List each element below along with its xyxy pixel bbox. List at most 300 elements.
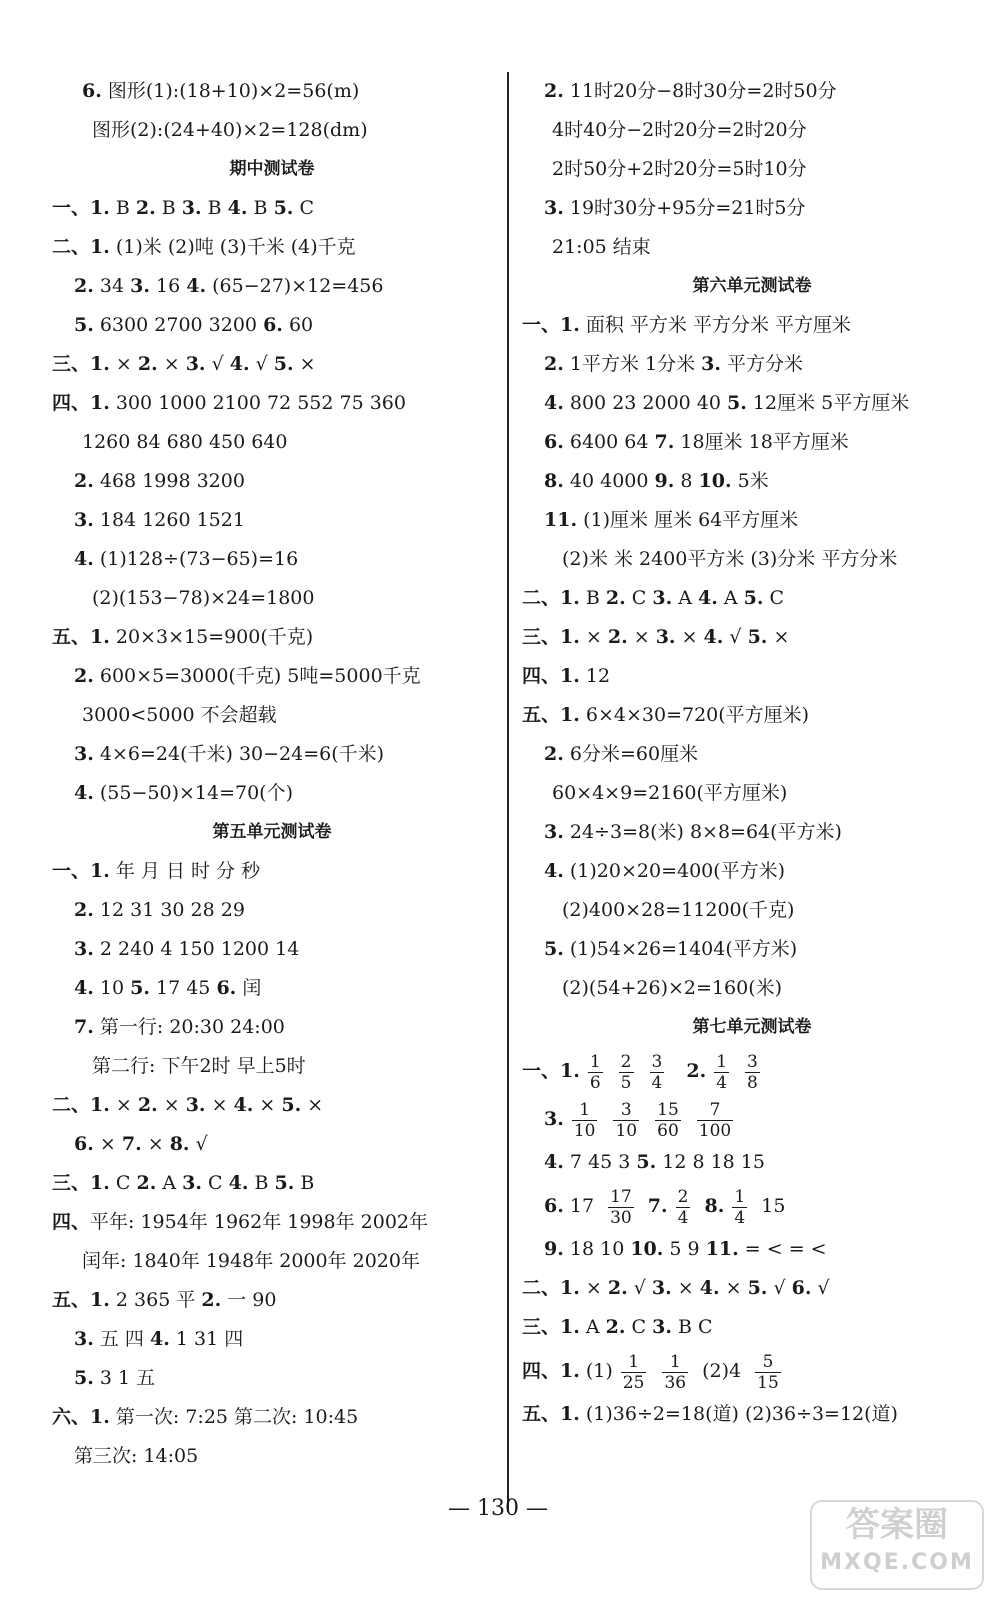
fraction xyxy=(676,1187,691,1228)
question-number: 3. xyxy=(74,743,94,765)
question-number: 4. xyxy=(698,587,718,609)
q5-label: 5. xyxy=(636,1151,657,1173)
question-number: 2. xyxy=(136,1172,157,1194)
question-number: 3. xyxy=(652,587,673,609)
q8-label: 8. xyxy=(704,1195,725,1217)
numerator: 1 xyxy=(572,1100,598,1121)
answer-line xyxy=(52,774,492,813)
answer-text: 第七单元测试卷 xyxy=(692,1017,812,1037)
unit7-choice-line xyxy=(522,1308,982,1347)
question-number: 4. xyxy=(227,197,248,219)
question-number: 五、1. xyxy=(522,704,580,726)
denominator: 5 xyxy=(620,1072,632,1093)
answer-line xyxy=(52,1008,492,1047)
answer-line xyxy=(52,1242,492,1281)
answer-text: 8 xyxy=(674,470,699,492)
answer-text: 300 1000 2100 72 552 75 360 xyxy=(109,392,406,414)
answer-text: B xyxy=(294,1172,315,1194)
numerator: 17 xyxy=(610,1186,632,1207)
s4-label: 四、1. xyxy=(522,1360,580,1382)
answer-line xyxy=(52,267,492,306)
answer-text: (1)128÷(73−65)=16 xyxy=(93,548,299,570)
answer-text: 1平方米 1分米 xyxy=(563,353,702,375)
q2-label: 2. xyxy=(686,1060,707,1082)
answer-text: × xyxy=(671,1277,700,1299)
question-number: 2. xyxy=(544,743,564,765)
answer-text: B xyxy=(248,1172,275,1194)
answer-text: (2)(54+26)×2=160(米) xyxy=(562,977,783,999)
answer-text: 12 31 30 28 29 xyxy=(93,899,245,921)
question-number: 四、1. xyxy=(522,665,580,687)
question-number: 5. xyxy=(74,1367,94,1389)
question-number: 五、1. xyxy=(52,626,110,648)
answer-text: 第一行: 20:30 24:00 xyxy=(93,1016,285,1038)
answer-text: C xyxy=(763,587,785,609)
question-number: 9. xyxy=(654,470,675,492)
answer-text: 4时40分−2时20分=2时20分 xyxy=(552,119,807,141)
q5-text: 12 8 18 15 xyxy=(656,1151,765,1173)
answer-text: C xyxy=(201,1172,229,1194)
tf-label: 二、1. xyxy=(522,1277,580,1299)
denominator: 10 xyxy=(573,1120,596,1141)
watermark-line1: 答案圈 xyxy=(846,1505,948,1545)
watermark-line2: MXQE.COM xyxy=(820,1550,974,1575)
answer-line xyxy=(52,423,492,462)
q11-text: = < = < xyxy=(738,1238,827,1260)
answer-text: (1)米 (2)吨 (3)千米 (4)千克 xyxy=(109,236,356,258)
unit7-q3-line xyxy=(522,1095,982,1143)
s5-text: (1)36÷2=18(道) (2)36÷3=12(道) xyxy=(579,1403,898,1425)
question-number: 4. xyxy=(186,275,207,297)
question-number: 3. xyxy=(701,353,721,375)
question-number: 5. xyxy=(747,626,768,648)
answer-line xyxy=(52,852,492,891)
unit7-s5-line xyxy=(522,1395,982,1434)
answer-text: 468 1998 3200 xyxy=(93,470,245,492)
question-number: 2. xyxy=(74,275,94,297)
answer-line xyxy=(522,111,982,150)
answer-text: × xyxy=(767,626,790,648)
numerator: 1 xyxy=(589,1051,601,1072)
answer-text: 600×5=3000(千克) 5吨=5000千克 xyxy=(93,665,421,687)
answer-line xyxy=(52,384,492,423)
question-number: 5. xyxy=(274,1172,295,1194)
answer-text: √ xyxy=(811,1277,830,1299)
denominator: 4 xyxy=(716,1072,728,1093)
answer-text: 800 23 2000 40 xyxy=(563,392,728,414)
right-column-lines xyxy=(522,72,982,1047)
answer-text: × xyxy=(93,1133,122,1155)
question-number: 五、1. xyxy=(52,1289,110,1311)
answer-text: A xyxy=(579,1316,606,1338)
answer-text: 第一次: 7:25 第二次: 10:45 xyxy=(109,1406,359,1428)
answer-text: 1260 84 680 450 640 xyxy=(82,431,288,453)
q7-fraction xyxy=(668,1186,699,1228)
question-number: 2. xyxy=(74,470,94,492)
question-number: 二、1. xyxy=(52,236,110,258)
question-number: 4. xyxy=(229,353,250,375)
answer-text: 第六单元测试卷 xyxy=(692,276,812,296)
numerator: 2 xyxy=(620,1051,632,1072)
question-number: 4. xyxy=(703,626,724,648)
answer-text: (2)(153−78)×24=1800 xyxy=(92,587,315,609)
answer-text: 12厘米 5平方厘米 xyxy=(746,392,910,414)
q1-fractions xyxy=(580,1051,672,1093)
question-number: 5. xyxy=(273,197,294,219)
answer-text: √ xyxy=(205,353,230,375)
answer-text: 17 45 xyxy=(149,977,217,999)
answer-line xyxy=(52,111,492,150)
question-number: 6. xyxy=(74,1133,94,1155)
answer-text: (1)54×26=1404(平方米) xyxy=(563,938,798,960)
question-number: 6. xyxy=(791,1277,812,1299)
question-number: 3. xyxy=(544,197,564,219)
answer-text: × xyxy=(141,1133,170,1155)
answer-text: C xyxy=(625,1316,653,1338)
page-number: — 130 — xyxy=(448,1496,548,1521)
answer-text: × xyxy=(579,626,608,648)
answer-text: 图形(2):(24+40)×2=128(dm) xyxy=(92,119,368,141)
answer-text: 平方分米 xyxy=(720,353,804,375)
question-number: 4. xyxy=(74,977,94,999)
answer-line xyxy=(52,1125,492,1164)
answer-text: C xyxy=(625,587,653,609)
q10-label: 10. xyxy=(630,1238,664,1260)
answer-text: × xyxy=(675,626,704,648)
question-number: 三、1. xyxy=(522,626,580,648)
answer-line xyxy=(52,1437,492,1476)
denominator: 60 xyxy=(657,1120,679,1141)
question-number: 3. xyxy=(185,1094,206,1116)
fraction xyxy=(588,1052,603,1093)
question-number: 6. xyxy=(82,80,102,102)
numerator: 7 xyxy=(697,1100,733,1121)
answer-text: 40 4000 xyxy=(563,470,655,492)
fraction xyxy=(755,1352,781,1393)
answer-text: 年 月 日 时 分 秒 xyxy=(109,860,261,882)
answer-text: × xyxy=(579,1277,608,1299)
section-heading xyxy=(52,813,492,852)
answer-text: 18厘米 18平方厘米 xyxy=(674,431,849,453)
answer-text: 5米 xyxy=(731,470,769,492)
q8-tail: 15 xyxy=(755,1195,786,1217)
answer-text: (2)400×28=11200(千克) xyxy=(562,899,795,921)
answer-text: 1 31 四 xyxy=(169,1328,244,1350)
answer-line xyxy=(522,774,982,813)
answer-text: C xyxy=(109,1172,137,1194)
q9-text: 18 10 xyxy=(563,1238,631,1260)
q10-text: 5 9 xyxy=(663,1238,706,1260)
answer-line xyxy=(52,696,492,735)
question-number: 4. xyxy=(228,1172,249,1194)
fraction xyxy=(714,1052,729,1093)
numerator: 1 xyxy=(716,1051,728,1072)
answer-text: × xyxy=(719,1277,748,1299)
question-number: 3. xyxy=(74,1328,94,1350)
watermark-logo xyxy=(810,1500,984,1590)
answer-line xyxy=(522,384,982,423)
denominator: 6 xyxy=(589,1072,601,1093)
s5-label: 五、1. xyxy=(522,1403,580,1425)
denominator: 100 xyxy=(698,1120,732,1141)
answer-line xyxy=(522,696,982,735)
question-number: 2. xyxy=(544,80,564,102)
answer-text: 2时50分+2时20分=5时10分 xyxy=(552,158,807,180)
unit7-s4-line xyxy=(522,1347,982,1395)
answer-line xyxy=(52,657,492,696)
numerator: 2 xyxy=(677,1186,689,1207)
q3-label: 3. xyxy=(544,1108,564,1130)
answer-text: 6400 64 xyxy=(563,431,655,453)
answer-line xyxy=(522,189,982,228)
right-column xyxy=(522,72,982,1434)
answer-text: 闰年: 1840年 1948年 2000年 2020年 xyxy=(82,1250,420,1272)
answer-text: 11时20分−8时30分=2时50分 xyxy=(563,80,837,102)
answer-text: × xyxy=(157,353,186,375)
question-number: 4. xyxy=(699,1277,720,1299)
answer-line xyxy=(52,891,492,930)
answer-text: (1)20×20=400(平方米) xyxy=(563,860,786,882)
answer-text: 184 1260 1521 xyxy=(93,509,245,531)
fraction xyxy=(650,1052,665,1093)
question-number: 5. xyxy=(743,587,764,609)
section-heading xyxy=(52,150,492,189)
answer-line xyxy=(522,150,982,189)
answer-text: √ xyxy=(249,353,274,375)
answer-line xyxy=(52,1398,492,1437)
numerator: 3 xyxy=(747,1051,758,1072)
answer-text: 4×6=24(千米) 30−24=6(千米) xyxy=(93,743,385,765)
question-number: 2. xyxy=(607,1277,628,1299)
answer-line xyxy=(52,735,492,774)
answer-text: (55−50)×14=70(个) xyxy=(93,782,294,804)
question-number: 5. xyxy=(544,938,564,960)
answer-text: 3000<5000 不会超载 xyxy=(82,704,277,726)
answer-line xyxy=(522,735,982,774)
answer-text: 闰 xyxy=(236,977,262,999)
denominator: 36 xyxy=(664,1372,687,1393)
answer-text: 60×4×9=2160(平方厘米) xyxy=(552,782,788,804)
answer-line xyxy=(522,423,982,462)
question-number: 3. xyxy=(652,1316,672,1338)
answer-text: 第五单元测试卷 xyxy=(212,822,332,842)
answer-text: A xyxy=(717,587,744,609)
denominator: 4 xyxy=(734,1207,746,1228)
numerator: 1 xyxy=(662,1352,688,1373)
question-number: 8. xyxy=(169,1133,190,1155)
answer-line xyxy=(52,1359,492,1398)
question-number: 6. xyxy=(263,314,283,336)
answer-line xyxy=(52,579,492,618)
answer-text: B xyxy=(247,197,274,219)
s4-part-a: (1) xyxy=(579,1360,613,1382)
section-heading xyxy=(522,267,982,306)
question-number: 2. xyxy=(607,626,628,648)
q2-fractions xyxy=(706,1051,768,1093)
fraction xyxy=(697,1100,733,1141)
unit7-q4-line xyxy=(522,1143,982,1182)
numerator: 3 xyxy=(613,1100,639,1121)
question-number: 8. xyxy=(544,470,564,492)
question-number: 3. xyxy=(544,821,564,843)
fraction xyxy=(572,1100,598,1141)
question-number: 三、1. xyxy=(52,353,110,375)
answer-line xyxy=(52,930,492,969)
denominator: 10 xyxy=(615,1120,638,1141)
question-number: 4. xyxy=(233,1094,254,1116)
answer-line xyxy=(522,228,982,267)
question-number: 2. xyxy=(137,353,158,375)
question-number: 4. xyxy=(74,782,94,804)
answer-text: 10 xyxy=(93,977,131,999)
answer-text: × xyxy=(293,353,316,375)
answer-line xyxy=(522,969,982,1008)
numerator: 5 xyxy=(755,1352,781,1373)
answer-text: 21:05 结束 xyxy=(552,236,651,258)
denominator: 4 xyxy=(677,1207,689,1228)
question-number: 5. xyxy=(747,1277,768,1299)
answer-line xyxy=(52,1281,492,1320)
answer-text: 6300 2700 3200 xyxy=(93,314,264,336)
question-number: 5. xyxy=(727,392,747,414)
fraction xyxy=(655,1100,681,1141)
answer-text: 第三次: 14:05 xyxy=(74,1445,199,1467)
question-number: 3. xyxy=(655,626,676,648)
question-number: 2. xyxy=(201,1289,222,1311)
fraction xyxy=(608,1187,634,1228)
answer-line xyxy=(52,1047,492,1086)
denominator: 8 xyxy=(747,1072,758,1093)
answer-text: √ xyxy=(723,626,748,648)
q7-label: 7. xyxy=(647,1195,668,1217)
unit7-truefalse-line xyxy=(522,1269,982,1308)
q6-fraction xyxy=(600,1186,642,1228)
answer-line xyxy=(52,189,492,228)
question-number: 6. xyxy=(216,977,237,999)
question-number: 四、 xyxy=(52,1211,91,1233)
question-number: 6. xyxy=(544,431,564,453)
unit7-q6-line xyxy=(522,1182,982,1230)
q6-label: 6. xyxy=(544,1195,564,1217)
s4-part-b: (2)4 xyxy=(696,1360,748,1382)
question-number: 二、1. xyxy=(522,587,580,609)
q8-fraction xyxy=(724,1186,755,1228)
question-number: 三、1. xyxy=(52,1172,110,1194)
answer-text: × xyxy=(253,1094,282,1116)
answer-line xyxy=(52,306,492,345)
s4-fractions-a xyxy=(613,1351,696,1393)
q1-label: 一、1. xyxy=(522,1060,580,1082)
mc-answers xyxy=(580,1316,713,1338)
answer-line xyxy=(52,345,492,384)
answer-line xyxy=(522,891,982,930)
answer-text: 一 90 xyxy=(221,1289,277,1311)
question-number: 2. xyxy=(605,587,626,609)
answer-line xyxy=(52,1203,492,1242)
question-number: 7. xyxy=(654,431,675,453)
fraction xyxy=(732,1187,747,1228)
question-number: 2. xyxy=(137,1094,158,1116)
question-number: 4. xyxy=(149,1328,170,1350)
answer-line xyxy=(52,228,492,267)
answer-text: √ xyxy=(767,1277,792,1299)
question-number: 4. xyxy=(544,860,564,882)
question-number: 11. xyxy=(544,509,578,531)
answer-line xyxy=(52,72,492,111)
question-number: 3. xyxy=(74,938,94,960)
q11-label: 11. xyxy=(705,1238,739,1260)
question-number: 二、1. xyxy=(52,1094,110,1116)
answer-line xyxy=(522,852,982,891)
answer-text: 6分米=60厘米 xyxy=(563,743,699,765)
fraction xyxy=(619,1052,634,1093)
answer-line xyxy=(522,72,982,111)
answer-text: (1)厘米 厘米 64平方厘米 xyxy=(577,509,799,531)
answer-line xyxy=(522,930,982,969)
denominator: 25 xyxy=(622,1372,645,1393)
numerator: 1 xyxy=(734,1186,746,1207)
answer-text: × xyxy=(301,1094,324,1116)
question-number: 3. xyxy=(181,197,202,219)
answer-text: 图形(1):(18+10)×2=56(m) xyxy=(101,80,360,102)
answer-text: B xyxy=(109,197,136,219)
numerator: 1 xyxy=(621,1352,647,1373)
answer-text: 期中测试卷 xyxy=(229,159,315,179)
fraction xyxy=(613,1100,639,1141)
answer-text: 60 xyxy=(282,314,314,336)
question-number: 2. xyxy=(74,665,94,687)
denominator: 15 xyxy=(757,1372,779,1393)
answer-text: C xyxy=(293,197,314,219)
answer-text: 第二行: 下午2时 早上5时 xyxy=(92,1055,306,1077)
numerator: 15 xyxy=(657,1099,679,1120)
answer-text: × xyxy=(109,1094,138,1116)
answer-text: 6×4×30=720(平方厘米) xyxy=(579,704,810,726)
answer-line xyxy=(52,1086,492,1125)
question-number: 六、1. xyxy=(52,1406,110,1428)
fraction xyxy=(621,1352,647,1393)
answer-text: 12 xyxy=(579,665,611,687)
question-number: 5. xyxy=(273,353,294,375)
answer-text: 19时30分+95分=21时5分 xyxy=(563,197,806,219)
question-number: 5. xyxy=(130,977,150,999)
s4-fraction-b xyxy=(747,1351,789,1393)
answer-text: 平年: 1954年 1962年 1998年 2002年 xyxy=(90,1211,428,1233)
answer-text: × xyxy=(627,626,656,648)
fraction xyxy=(662,1352,688,1393)
question-number: 10. xyxy=(698,470,732,492)
answer-line xyxy=(522,462,982,501)
question-number: 2. xyxy=(605,1316,626,1338)
question-number: 5. xyxy=(281,1094,302,1116)
question-number: 4. xyxy=(74,548,94,570)
question-number: 4. xyxy=(544,392,564,414)
q9-label: 9. xyxy=(544,1238,564,1260)
answer-text: × xyxy=(205,1094,234,1116)
answer-line xyxy=(52,618,492,657)
question-number: 一、1. xyxy=(52,197,110,219)
question-number: 7. xyxy=(121,1133,142,1155)
q6-text: 17 xyxy=(563,1195,601,1217)
answer-text: 2 240 4 150 1200 14 xyxy=(93,938,300,960)
answer-text: B xyxy=(579,587,606,609)
question-number: 3. xyxy=(185,353,206,375)
answer-line xyxy=(52,1164,492,1203)
answer-text: 34 xyxy=(93,275,131,297)
answer-text: × xyxy=(157,1094,186,1116)
question-number: 一、1. xyxy=(52,860,110,882)
question-number: 3. xyxy=(651,1277,672,1299)
